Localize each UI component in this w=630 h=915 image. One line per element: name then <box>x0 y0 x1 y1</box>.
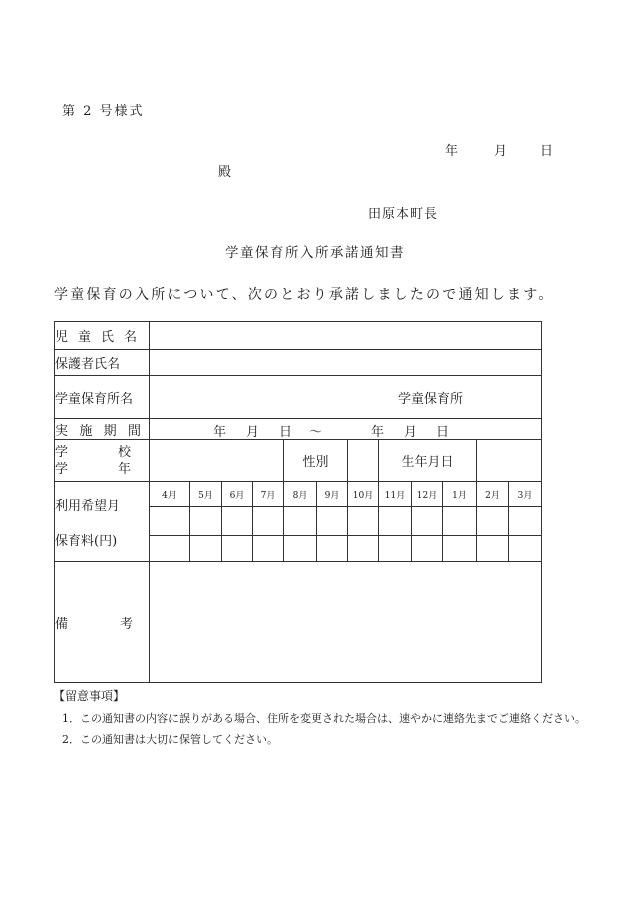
guardian-name-field[interactable] <box>150 350 542 376</box>
month-cell: 9月 <box>317 482 348 507</box>
usage-cell[interactable] <box>190 507 222 536</box>
month-cell: 12月 <box>412 482 443 507</box>
notice-table <box>54 321 542 683</box>
month-cell: 11月 <box>379 482 412 507</box>
fee-cell[interactable] <box>150 536 190 562</box>
child-name-field[interactable] <box>150 322 542 350</box>
note-item: 1．この通知書の内容に誤りがある場合、住所を変更された場合は、速やかに連絡先までご連絡ください。 <box>62 712 586 725</box>
month-cell: 7月 <box>253 482 284 507</box>
usage-cell[interactable] <box>253 507 284 536</box>
row-months <box>55 482 542 507</box>
usage-cell[interactable] <box>284 507 317 536</box>
usage-cell[interactable] <box>412 507 443 536</box>
birthdate-label: 生年月日 <box>379 440 477 482</box>
usage-cell[interactable] <box>509 507 542 536</box>
month-cell: 5月 <box>190 482 222 507</box>
facility-suffix: 学童保育所 <box>398 391 464 407</box>
row-period <box>55 419 542 440</box>
facility-label: 学童保育所名 <box>55 376 150 419</box>
row-remarks <box>55 562 542 683</box>
months-fee-label: 利用希望月 保育料(円) <box>55 482 150 562</box>
date-month: 月 <box>494 144 508 159</box>
school-grade-label: 学 校 学 年 <box>55 440 150 482</box>
form-number: 第 2 号様式 <box>62 104 145 119</box>
fee-cell[interactable] <box>477 536 509 562</box>
month-cell: 10月 <box>348 482 379 507</box>
row-facility <box>55 376 542 419</box>
usage-cell[interactable] <box>443 507 477 536</box>
fee-cell[interactable] <box>509 536 542 562</box>
date-day: 日 <box>540 144 554 159</box>
note-item: 2．この通知書は大切に保管してください。 <box>62 733 278 746</box>
fee-cell[interactable] <box>412 536 443 562</box>
issuer: 田原本町長 <box>368 207 439 222</box>
fee-cell[interactable] <box>348 536 379 562</box>
usage-cell[interactable] <box>477 507 509 536</box>
addressee-honorific: 殿 <box>218 165 232 180</box>
notes-heading: 【留意事項】 <box>53 689 126 703</box>
document-title: 学童保育所入所承諾通知書 <box>225 245 405 261</box>
remarks-field[interactable] <box>150 562 542 683</box>
month-cell: 8月 <box>284 482 317 507</box>
usage-cell[interactable] <box>150 507 190 536</box>
fee-cell[interactable] <box>379 536 412 562</box>
month-cell: 4月 <box>150 482 190 507</box>
fee-cell[interactable] <box>190 536 222 562</box>
fee-cell[interactable] <box>317 536 348 562</box>
school-grade-field[interactable] <box>150 440 284 482</box>
intro-text: 学童保育の入所について、次のとおり承諾しましたので通知します。 <box>54 287 555 303</box>
usage-cell[interactable] <box>222 507 253 536</box>
remarks-label: 備 考 <box>55 562 150 683</box>
row-child-name <box>55 322 542 350</box>
gender-label: 性別 <box>284 440 348 482</box>
child-name-label: 児 童 氏 名 <box>55 322 150 350</box>
fee-cell[interactable] <box>222 536 253 562</box>
usage-cell[interactable] <box>348 507 379 536</box>
usage-cell[interactable] <box>379 507 412 536</box>
period-field[interactable]: 年 月 日 ～ 年 月 日 <box>150 419 542 440</box>
month-cell: 2月 <box>477 482 509 507</box>
month-cell: 6月 <box>222 482 253 507</box>
date-year: 年 <box>445 144 459 159</box>
usage-cell[interactable] <box>317 507 348 536</box>
row-guardian-name <box>55 350 542 376</box>
guardian-name-label: 保護者氏名 <box>55 350 150 376</box>
month-cell: 1月 <box>443 482 477 507</box>
fee-cell[interactable] <box>443 536 477 562</box>
facility-field[interactable] <box>150 376 542 419</box>
fee-cell[interactable] <box>284 536 317 562</box>
row-school-grade <box>55 440 542 482</box>
gender-field[interactable] <box>348 440 379 482</box>
period-label: 実 施 期 間 <box>55 419 150 440</box>
month-cell: 3月 <box>509 482 542 507</box>
birthdate-field[interactable] <box>477 440 542 482</box>
fee-cell[interactable] <box>253 536 284 562</box>
